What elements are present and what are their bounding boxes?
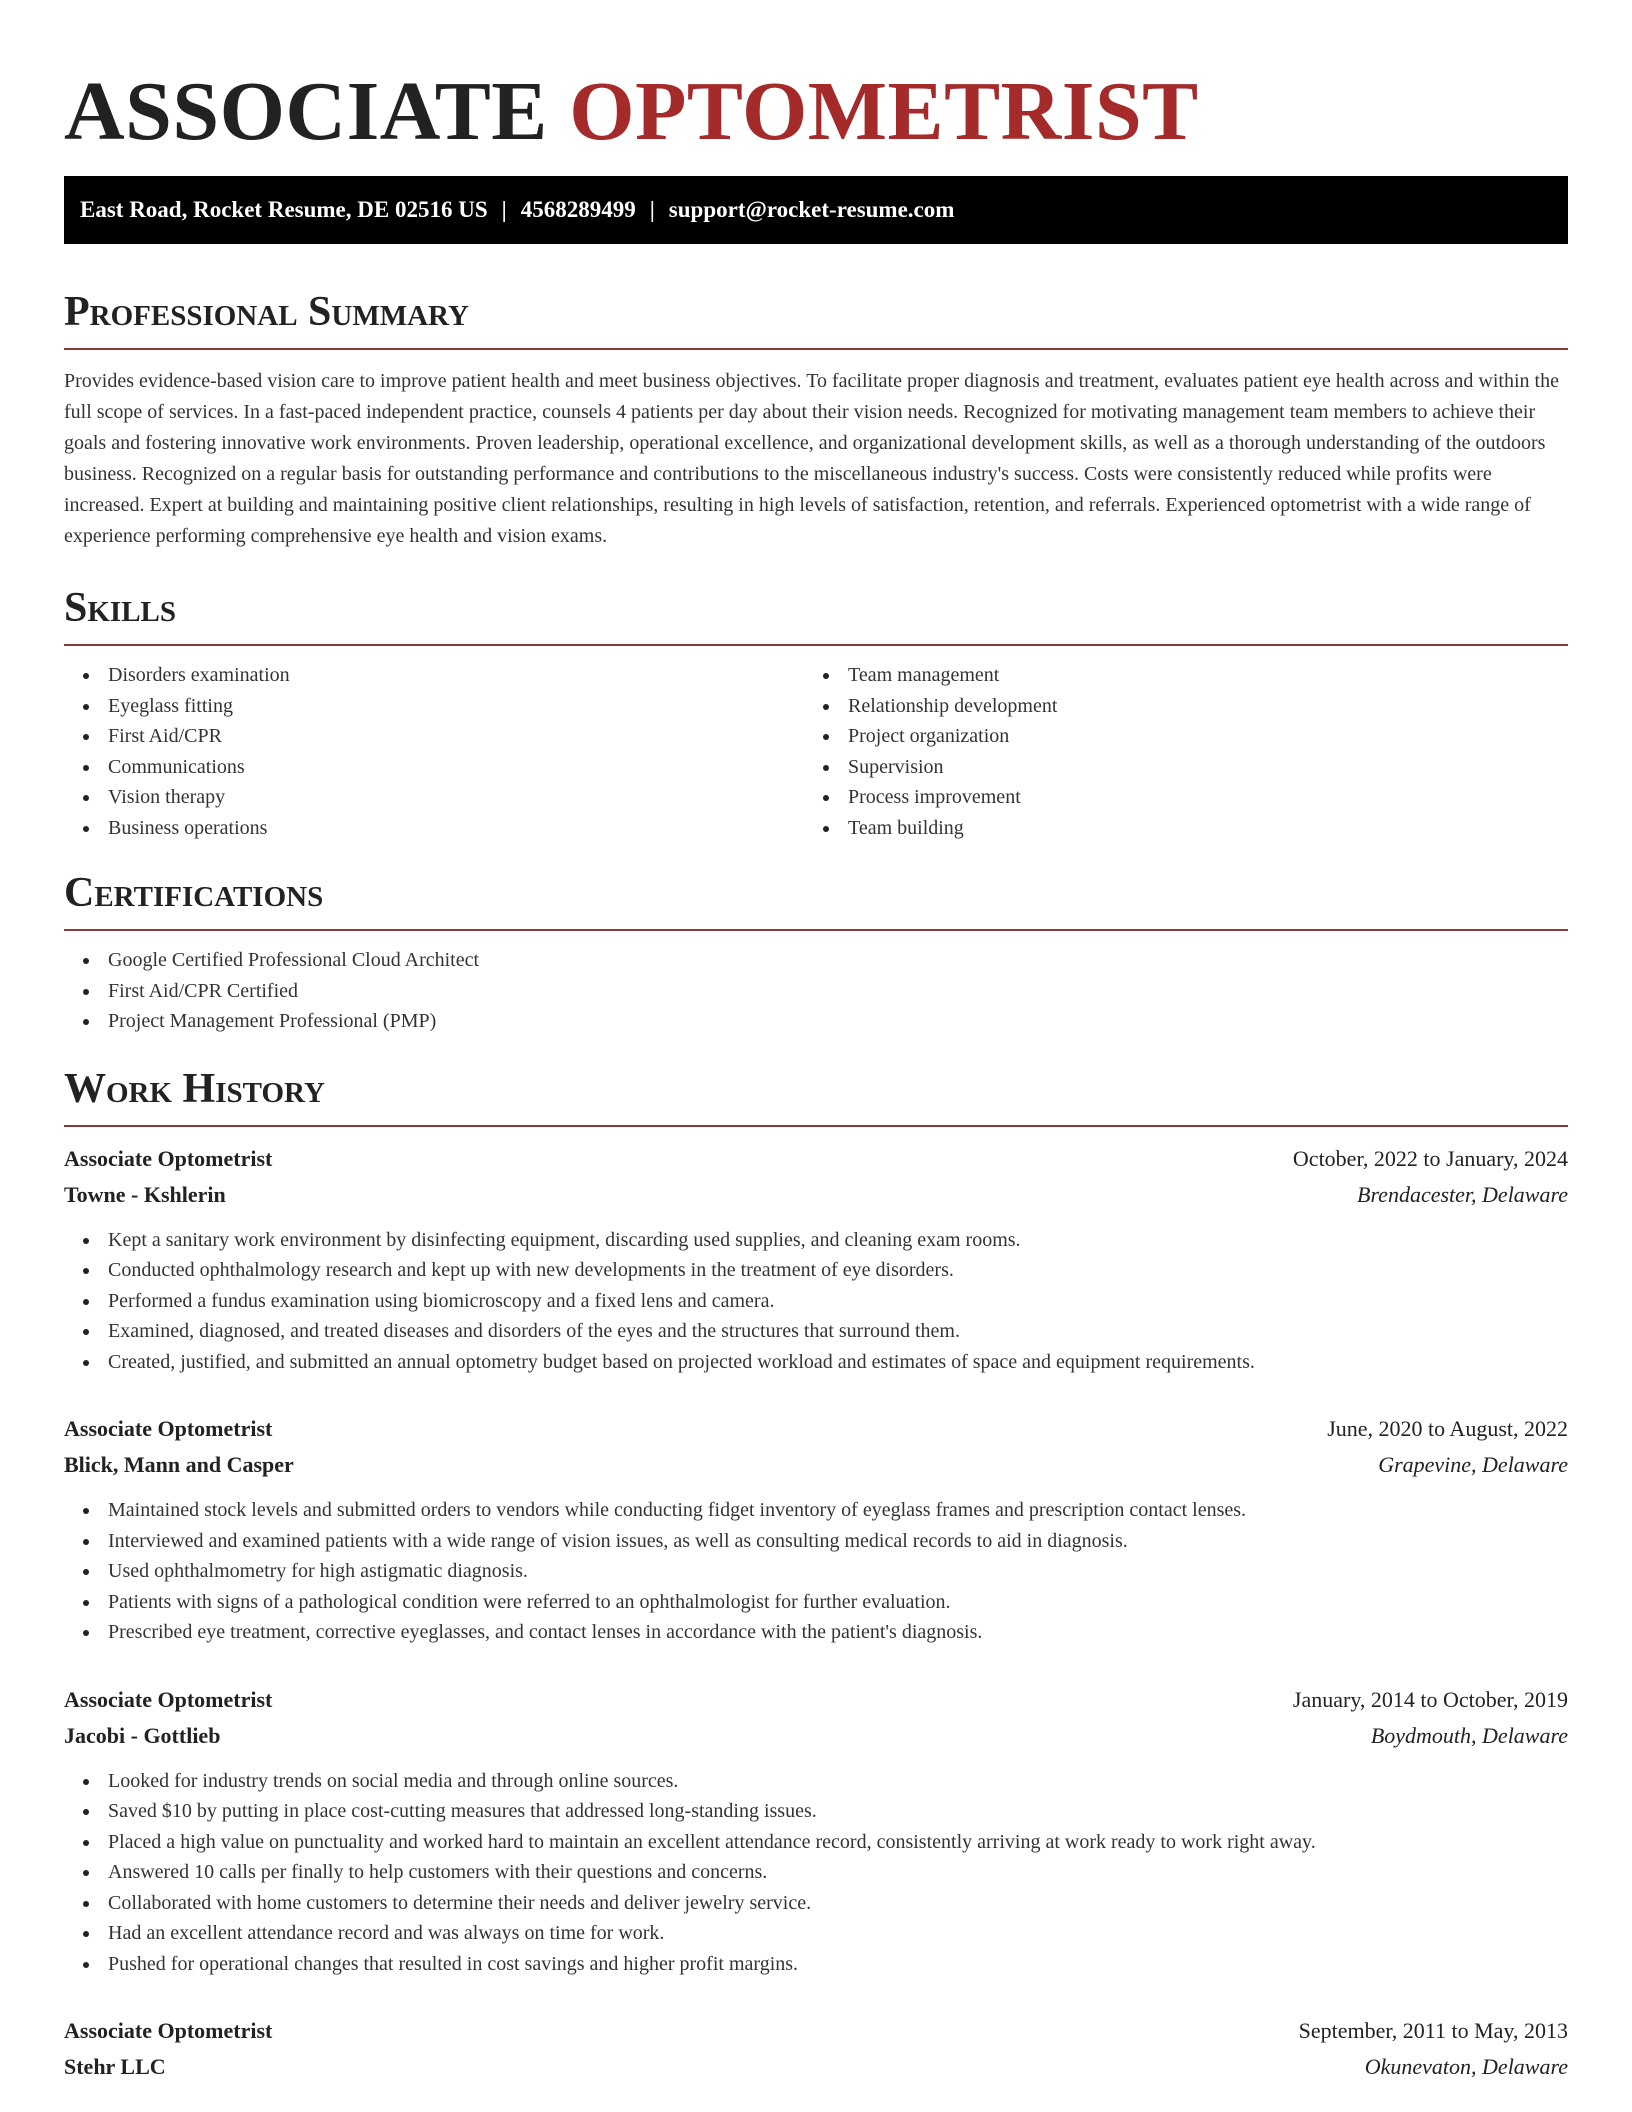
job-location: Brendacester, Delaware	[1357, 1181, 1568, 1207]
job-location: Okunevaton, Delaware	[1364, 2054, 1568, 2079]
job-bullets	[64, 1766, 1568, 1980]
job-bullet: Interviewed and examined patients with a wide range of vision issues, as well as consulting medical records to aid in diagnosis.	[108, 1526, 1568, 1557]
certifications-list	[64, 945, 1568, 1037]
job-title: Associate Optometrist	[64, 1686, 273, 1712]
job-dates: June, 2020 to August, 2022	[1327, 1416, 1568, 1441]
page-title	[64, 56, 1568, 168]
skills-list-left	[64, 660, 804, 843]
job-location: Boydmouth, Delaware	[1370, 1722, 1568, 1748]
job-company: Jacobi - Gottlieb	[64, 1722, 221, 1748]
title-part-optometrist: OPTOMETRIST	[569, 65, 1199, 158]
job-dates: January, 2014 to October, 2019	[1292, 1686, 1568, 1712]
job-bullets	[64, 1495, 1568, 1648]
job-header-row	[64, 2013, 1568, 2049]
skills-list-right	[804, 660, 1544, 843]
job-entry	[64, 1411, 1568, 1648]
job-header-row	[64, 1682, 1568, 1718]
job-location: Grapevine, Delaware	[1378, 1452, 1568, 1477]
job-company-row	[64, 2049, 1568, 2085]
job-bullet: Pushed for operational changes that resulted in cost savings and higher profit margins.	[108, 1949, 1568, 1980]
certification-item: Google Certified Professional Cloud Architect	[108, 945, 1568, 976]
certification-item: First Aid/CPR Certified	[108, 976, 1568, 1007]
job-bullet: Collaborated with home customers to determine their needs and deliver jewelry service.	[108, 1888, 1568, 1919]
skill-item: Team building	[848, 813, 1544, 844]
job-company-row	[64, 1177, 1568, 1213]
job-bullet: Looked for industry trends on social media and through online sources.	[108, 1766, 1568, 1797]
skill-item: Relationship development	[848, 691, 1544, 722]
skill-item: Disorders examination	[108, 660, 804, 691]
job-company: Stehr LLC	[64, 2054, 166, 2079]
job-bullet: Created, justified, and submitted an annual optometry budget based on projected workload and estimates of space and equipment requirements.	[108, 1347, 1568, 1378]
skill-item: Vision therapy	[108, 782, 804, 813]
summary-heading: Professional Summary	[64, 288, 1568, 350]
job-header-row	[64, 1411, 1568, 1447]
title-part-associate: ASSOCIATE	[64, 65, 548, 158]
certifications-heading: Certifications	[64, 869, 1568, 931]
job-bullet: Conducted ophthalmology research and kept up with new developments in the treatment of eye disorders.	[108, 1255, 1568, 1286]
job-bullet: Maintained stock levels and submitted orders to vendors while conducting fidget inventory of eyeglass frames and prescription contact lenses.	[108, 1495, 1568, 1526]
job-entry	[64, 1682, 1568, 1980]
job-bullet: Answered 10 calls per finally to help customers with their questions and concerns.	[108, 1857, 1568, 1888]
skill-item: Business operations	[108, 813, 804, 844]
skill-item: Communications	[108, 752, 804, 783]
contact-phone: 4568289499	[520, 197, 636, 222]
job-title: Associate Optometrist	[64, 1416, 273, 1441]
work-history-heading: Work History	[64, 1065, 1568, 1127]
contact-separator: |	[649, 197, 655, 222]
summary-text: Provides evidence-based vision care to improve patient health and meet business objectives. To facilitate proper diagnosis and treatment, evaluates patient eye health across and within the full scope of services. In a fast-paced independent practice, counsels 4 patients per day about their vision needs. Recognized for motivating management team members to achieve their goals and fostering innovative work environments. Proven leadership, operational excellence, and organizational development skills, as well as a thorough understanding of the outdoors business. Recognized on a regular basis for outstanding performance and contributions to the miscellaneous industry's success. Costs were consistently reduced while profits were increased. Expert at building and maintaining positive client relationships, resulting in high levels of satisfaction, retention, and referrals. Experienced optometrist with a wide range of experience performing comprehensive eye health and vision exams.	[64, 370, 1559, 547]
skill-item: Project organization	[848, 721, 1544, 752]
contact-separator: |	[501, 197, 507, 222]
job-bullet: Had an excellent attendance record and was always on time for work.	[108, 1918, 1568, 1949]
job-bullet: Kept a sanitary work environment by disinfecting equipment, discarding used supplies, and cleaning exam rooms.	[108, 1225, 1568, 1256]
job-bullet: Performed a fundus examination using biomicroscopy and a fixed lens and camera.	[108, 1286, 1568, 1317]
job-company-row	[64, 1718, 1568, 1754]
job-title: Associate Optometrist	[64, 2018, 273, 2043]
job-bullet: Used ophthalmometry for high astigmatic diagnosis.	[108, 1556, 1568, 1587]
contact-bar	[64, 176, 1568, 244]
job-bullet: Prescribed eye treatment, corrective eyeglasses, and contact lenses in accordance with the patient's diagnosis.	[108, 1617, 1568, 1648]
job-dates: October, 2022 to January, 2024	[1292, 1145, 1568, 1171]
skill-item: First Aid/CPR	[108, 721, 804, 752]
resume-page	[64, 0, 1568, 2085]
skill-item: Process improvement	[848, 782, 1544, 813]
job-bullets	[64, 1225, 1568, 1378]
skills-heading: Skills	[64, 584, 1568, 646]
job-company: Blick, Mann and Casper	[64, 1452, 294, 1477]
skill-item: Supervision	[848, 752, 1544, 783]
job-entry	[64, 2013, 1568, 2085]
certification-item: Project Management Professional (PMP)	[108, 1006, 1568, 1037]
job-bullet: Placed a high value on punctuality and worked hard to maintain an excellent attendance record, consistently arriving at work ready to work right away.	[108, 1827, 1568, 1858]
job-header-row	[64, 1141, 1568, 1177]
job-company-row	[64, 1447, 1568, 1483]
contact-email: support@rocket-resume.com	[668, 197, 955, 222]
job-bullet: Examined, diagnosed, and treated diseases and disorders of the eyes and the structures that surround them.	[108, 1316, 1568, 1347]
job-company: Towne - Kshlerin	[64, 1181, 226, 1207]
job-bullet: Saved $10 by putting in place cost-cutting measures that addressed long-standing issues.	[108, 1796, 1568, 1827]
skill-item: Eyeglass fitting	[108, 691, 804, 722]
job-dates: September, 2011 to May, 2013	[1298, 2018, 1568, 2043]
job-entry	[64, 1141, 1568, 1378]
job-title: Associate Optometrist	[64, 1145, 273, 1171]
job-bullet: Patients with signs of a pathological condition were referred to an ophthalmologist for further evaluation.	[108, 1587, 1568, 1618]
contact-address: East Road, Rocket Resume, DE 02516 US	[80, 197, 488, 222]
skills-grid	[64, 646, 1568, 843]
skill-item: Team management	[848, 660, 1544, 691]
